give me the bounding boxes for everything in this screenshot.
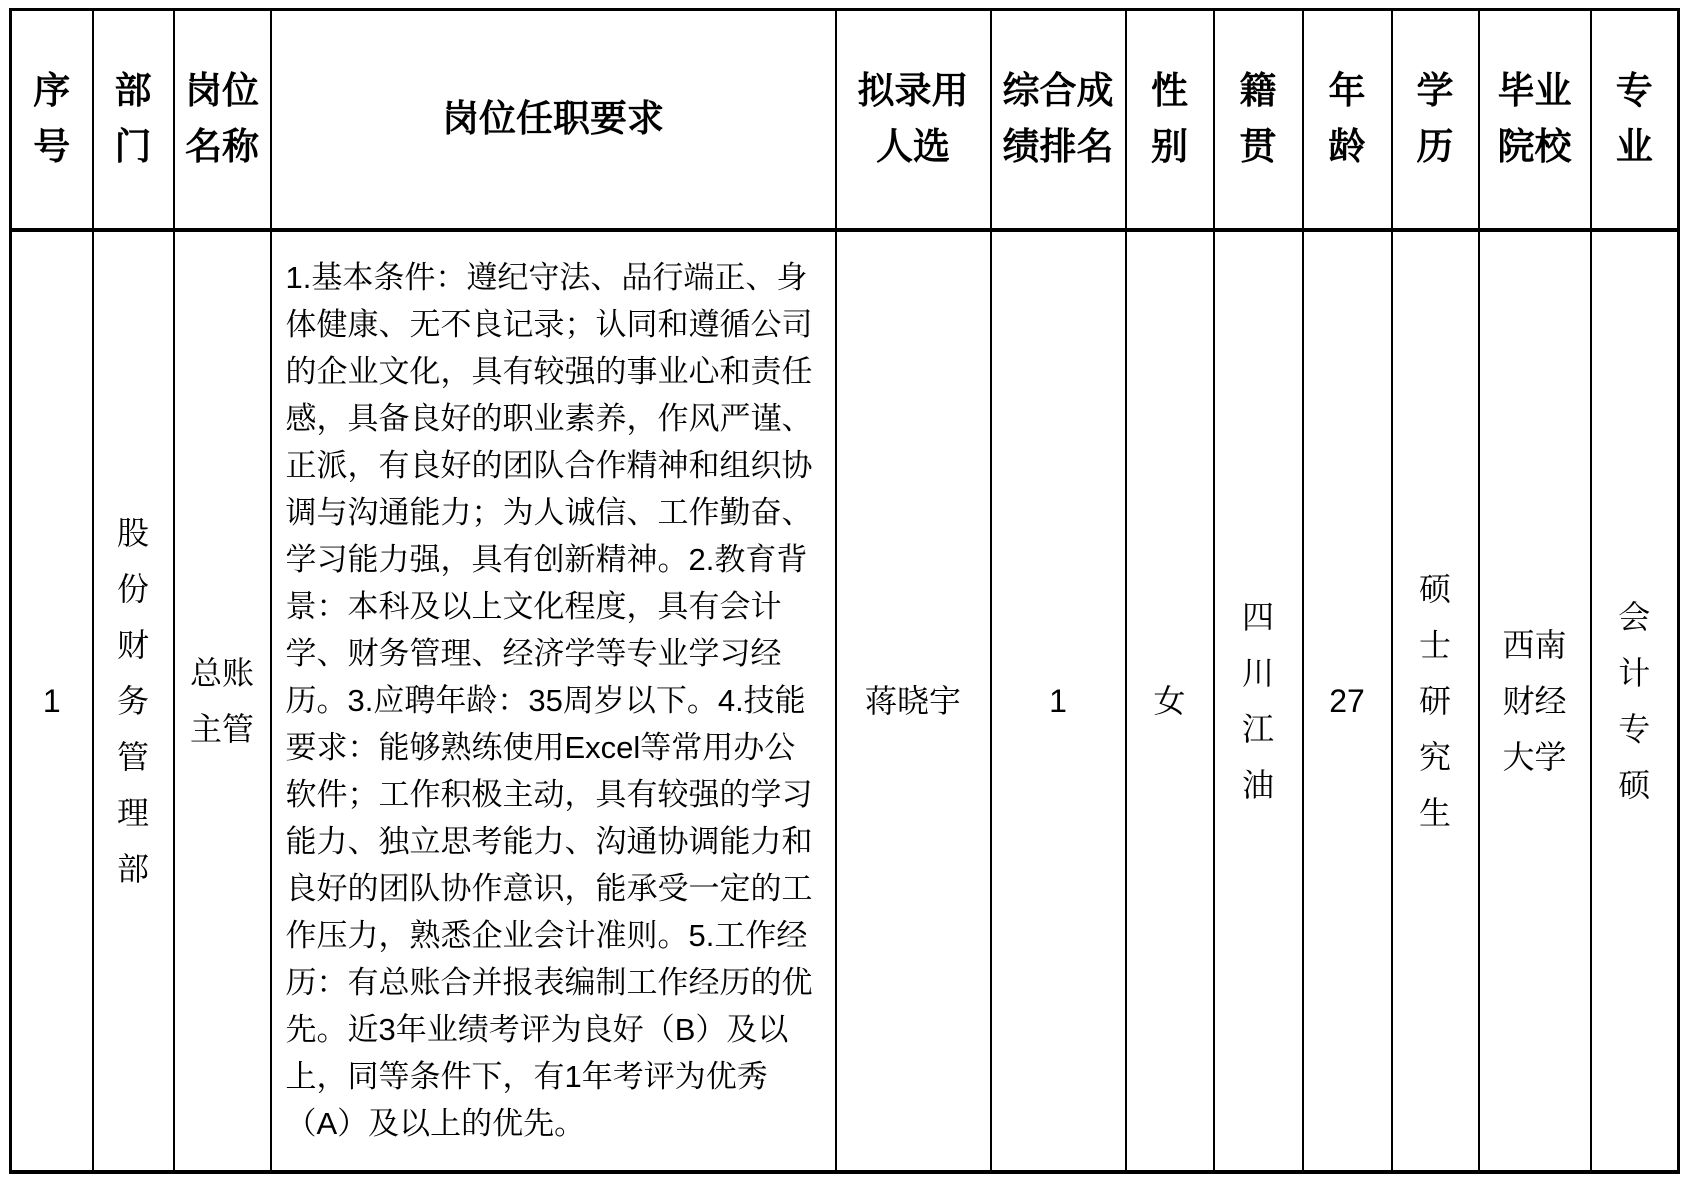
cell-value-gender: 女 — [1153, 682, 1186, 719]
header-cell-age — [1303, 10, 1392, 230]
cell-value-department: 股份财务管理部 — [116, 514, 149, 887]
header-cell-major — [1591, 10, 1679, 230]
cell-origin — [1214, 230, 1303, 1173]
header-label-rank: 综合成绩排名 — [1002, 70, 1114, 168]
cell-department — [93, 230, 174, 1173]
header-label-position: 岗位名称 — [185, 70, 259, 168]
cell-value-position: 总账主管 — [189, 654, 254, 747]
cell-value-rank: 1 — [1049, 682, 1067, 719]
header-label-age: 年龄 — [1328, 70, 1366, 168]
cell-value-index: 1 — [42, 682, 61, 719]
cell-major — [1591, 230, 1679, 1173]
header-cell-rank — [991, 10, 1126, 230]
cell-index — [11, 230, 93, 1173]
cell-value-requirements: 1.基本条件：遵纪守法、品行端正、身体健康、无不良记录；认同和遵循公司的企业文化，具有较强的事业心和责任感，具备良好的职业素养，作风严谨、正派，有良好的团队合作精神和组织协调与沟通能力；为人诚信、工作勤奋、学习能力强，具有创新精神。2.教育背景：本科及以上文化程度，具有会计学、财务管理、经济学等专业学习经历。3.应聘年龄：35周岁以下。4.技能要求：能够熟练使用Excel等常用办公软件；工作积极主动，具有较强的学习能力、独立思考能力、沟通协调能力和良好的团队协作意识，能承受一定的工作压力，熟悉企业会计准则。5.工作经历：有总账合并报表编制工作经历的优先。近3年业绩考评为良好（B）及以上，同等条件下，有1年考评为优秀（A）及以上的优先。 — [285, 260, 813, 1142]
cell-gender — [1126, 230, 1214, 1173]
cell-school — [1479, 230, 1591, 1173]
header-cell-index — [11, 10, 93, 230]
header-cell-school — [1479, 10, 1591, 230]
header-cell-origin — [1214, 10, 1303, 230]
cell-value-major: 会计专硕 — [1618, 598, 1651, 803]
header-label-index: 序号 — [33, 70, 71, 168]
header-cell-department — [93, 10, 174, 230]
table-row — [11, 230, 1679, 1173]
cell-value-education: 硕士研究生 — [1418, 570, 1451, 831]
header-label-requirements: 岗位任职要求 — [442, 98, 664, 140]
header-label-candidate: 拟录用人选 — [857, 70, 969, 168]
cell-age — [1303, 230, 1392, 1173]
cell-value-origin: 四川江油 — [1241, 598, 1274, 803]
header-cell-candidate — [836, 10, 991, 230]
cell-rank — [991, 230, 1126, 1173]
cell-position — [174, 230, 271, 1173]
header-label-gender: 性别 — [1151, 70, 1188, 168]
header-label-school: 毕业院校 — [1497, 70, 1572, 168]
cell-requirements — [271, 230, 836, 1173]
cell-value-age: 27 — [1329, 682, 1365, 719]
header-cell-gender — [1126, 10, 1214, 230]
cell-value-candidate: 蒋晓宇 — [864, 682, 961, 719]
cell-candidate — [836, 230, 991, 1173]
table-header-row — [11, 10, 1679, 230]
header-label-origin: 籍贯 — [1239, 70, 1277, 168]
header-cell-position — [174, 10, 271, 230]
header-cell-education — [1392, 10, 1479, 230]
cell-value-school: 西南财经大学 — [1502, 626, 1567, 775]
header-label-education: 学历 — [1416, 70, 1454, 168]
cell-education — [1392, 230, 1479, 1173]
header-cell-requirements — [271, 10, 836, 230]
header-label-major: 专业 — [1615, 70, 1653, 168]
recruitment-table — [9, 8, 1680, 1174]
header-label-department: 部门 — [114, 70, 152, 168]
